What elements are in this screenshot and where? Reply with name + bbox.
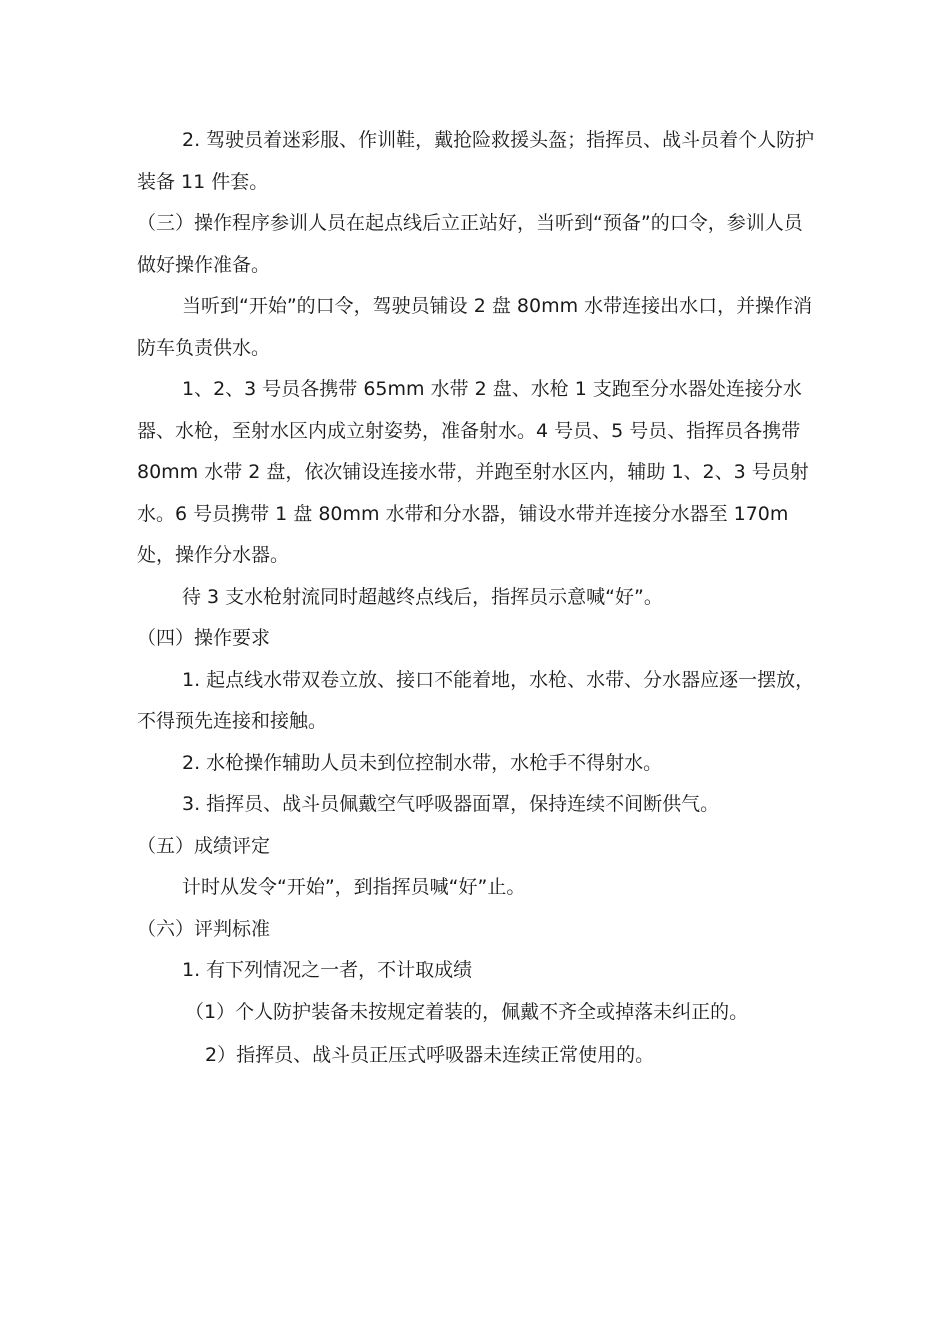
section-heading-operation-procedure: （三）操作程序参训人员在起点线后立正站好，当听到“预备”的口令，参训人员做好操作准备。: [137, 212, 803, 276]
section-heading-judging-criteria: （六）评判标准: [137, 917, 271, 940]
requirement-item-3: 3. 指挥员、战斗员佩戴空气呼吸器面罩，保持连续不间断供气。: [182, 793, 720, 815]
criteria-item-1: 1. 有下列情况之一者，不计取成绩: [182, 959, 473, 981]
requirement-item-1: 1. 起点线水带双卷立放、接口不能着地，水枪、水带、分水器应逐一摆放，不得预先连接和接触。: [137, 668, 815, 732]
section-heading-score-evaluation: （五）成绩评定: [137, 834, 271, 857]
paragraph-timing-rule: 计时从发令“开始”，到指挥员喊“好”止。: [182, 876, 526, 898]
requirement-item-2: 2. 水枪操作辅助人员未到位控制水带，水枪手不得射水。: [182, 751, 663, 774]
criteria-subitem-1: （1）个人防护装备未按规定着装的，佩戴不齐全或掉落未纠正的。: [185, 1000, 749, 1023]
paragraph-driver-equipment: 2. 驾驶员着迷彩服、作训鞋，戴抢险救援头盔；指挥员、战斗员着个人防护装备 11 件套。: [137, 129, 815, 193]
paragraph-crew-tasks: 1、2、3 号员各携带 65mm 水带 2 盘、水枪 1 支跑至分水器处连接分水器、水枪，至射水区内成立射姿势，准备射水。4 号员、5 号员、指挥员各携带 80mm 水带 2 盘，依次铺设连接水带，并跑至射水区内，辅助 1、2、3 号员射水。6 号员携带 1 盘 80mm 水带和分水器，铺设水带并连接分水器至 170m 处，操作分水器。: [137, 378, 809, 566]
paragraph-finish-signal: 待 3 支水枪射流同时超越终点线后，指挥员示意喊“好”。: [182, 585, 663, 608]
paragraph-start-command: 当听到“开始”的口令，驾驶员铺设 2 盘 80mm 水带连接出水口，并操作消防车负责供水。: [137, 295, 813, 359]
criteria-subitem-2: 2）指挥员、战斗员正压式呼吸器未连续正常使用的。: [205, 1044, 655, 1066]
document-body: [137, 120, 817, 1077]
section-heading-operation-requirements: （四）操作要求: [137, 627, 271, 649]
